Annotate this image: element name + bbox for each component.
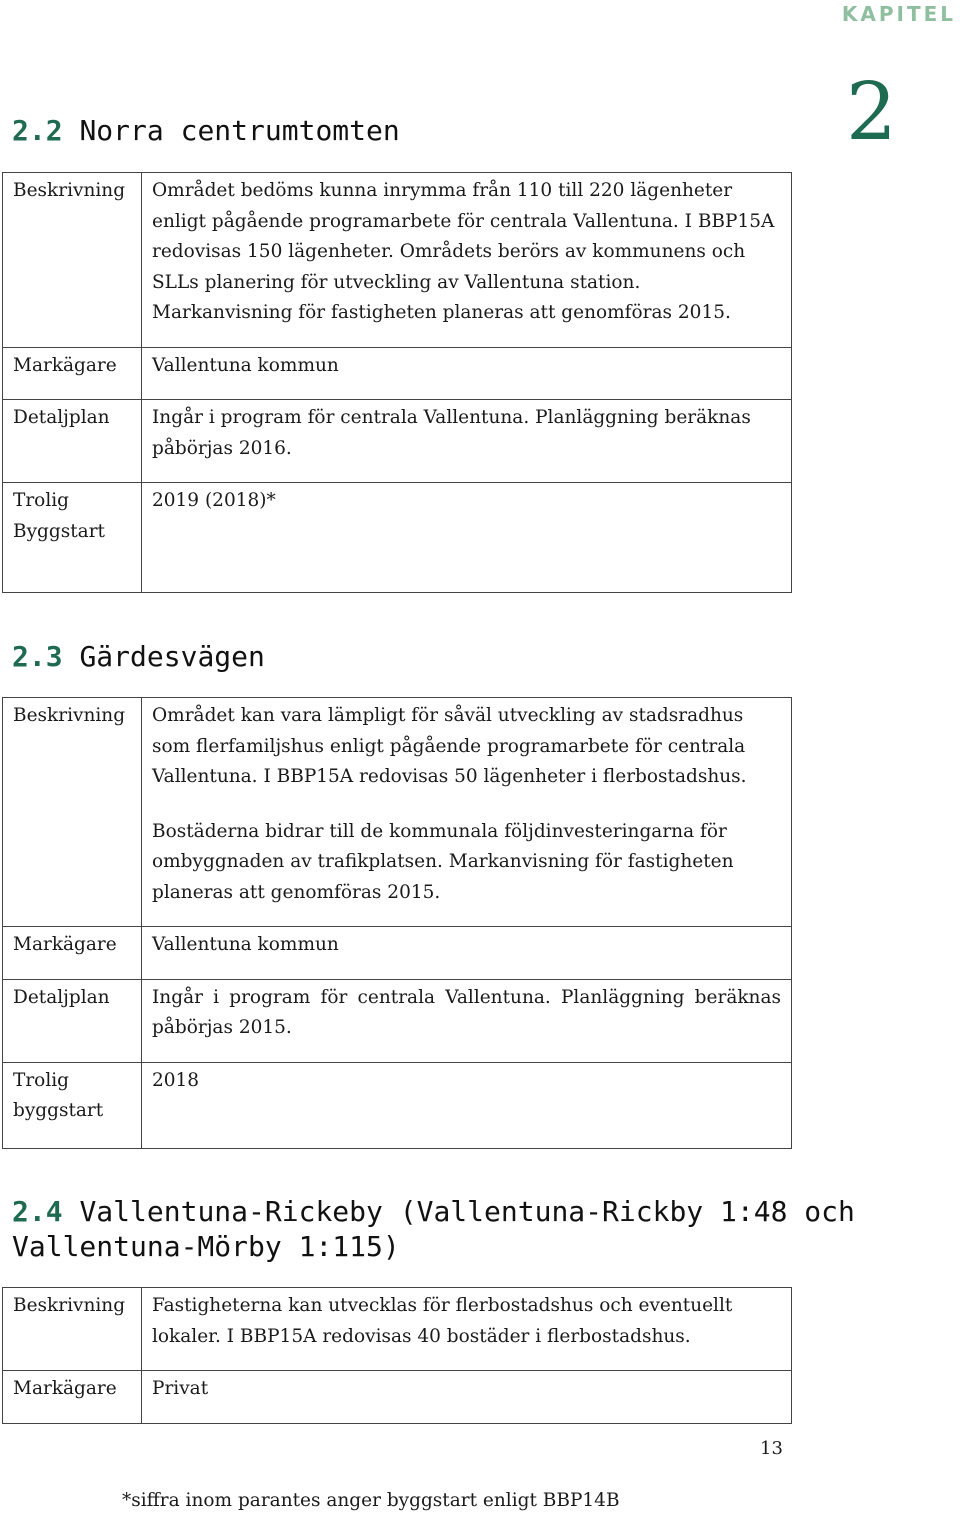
row-value: Vallentuna kommun [142, 347, 792, 400]
row-value [142, 698, 792, 927]
footnote: *siffra inom parantes anger byggstart enligt BBP14B [122, 1490, 620, 1511]
description-paragraph: Området kan vara lämpligt för såväl utveckling av stadsradhus som flerfamiljshus enligt pågående programarbete för centrala Vallentuna. I BBP15A redovisas 50 lägenheter i flerbostadshus. [152, 705, 747, 787]
kapitel-label: KAPITEL [841, 2, 956, 26]
row-value: Vallentuna kommun [142, 927, 792, 980]
info-table-2-2 [2, 172, 792, 593]
row-label: Markägare [3, 1371, 142, 1424]
row-label: Detaljplan [3, 400, 142, 483]
row-value: Privat [142, 1371, 792, 1424]
table-row [3, 400, 792, 483]
table-row [3, 698, 792, 927]
row-value: Fastigheterna kan utvecklas för flerbostadshus och eventuellt lokaler. I BBP15A redovisas 40 bostäder i flerbostadshus. [142, 1288, 792, 1371]
chapter-number: 2 [846, 65, 897, 158]
table-row [3, 927, 792, 980]
section-number: 2.3 [12, 640, 63, 673]
table-row [3, 1062, 792, 1148]
section-heading-2-4 [12, 1194, 960, 1264]
row-label: Beskrivning [3, 698, 142, 927]
section-title: Gärdesvägen [79, 640, 265, 673]
table-row [3, 173, 792, 348]
page-number: 13 [760, 1438, 783, 1459]
table-row [3, 1371, 792, 1424]
section-heading-2-2 [12, 113, 400, 148]
row-label: Beskrivning [3, 173, 142, 348]
section-number: 2.2 [12, 114, 63, 147]
row-value: Området bedöms kunna inrymma från 110 till 220 lägenheter enligt pågående programarbete för centrala Vallentuna. I BBP15A redovisas 150 lägenheter. Områdets berörs av kommunens och SLLs planering för utveckling av Vallentuna station. Markanvisning för fastigheten planeras att genomföras 2015. [142, 173, 792, 348]
table-row [3, 979, 792, 1062]
description-paragraph: Bostäderna bidrar till de kommunala följdinvesteringarna för ombyggnaden av trafikplatsen. Markanvisning för fastigheten planeras att genomföras 2015. [152, 820, 734, 903]
section-title: Norra centrumtomten [79, 114, 400, 147]
info-table-2-4 [2, 1287, 792, 1424]
table-row [3, 483, 792, 593]
row-label: Beskrivning [3, 1288, 142, 1371]
row-value: 2019 (2018)* [142, 483, 792, 593]
row-value: Ingår i program för centrala Vallentuna. Planläggning beräknas påbörjas 2016. [142, 400, 792, 483]
info-table-2-3 [2, 697, 792, 1149]
row-value: 2018 [142, 1062, 792, 1148]
row-label: Detaljplan [3, 979, 142, 1062]
row-label: Markägare [3, 927, 142, 980]
section-title: Vallentuna-Rickeby (Vallentuna-Rickby 1:48 och Vallentuna-Mörby 1:115) [12, 1195, 855, 1263]
row-label: Markägare [3, 347, 142, 400]
row-value: Ingår i program för centrala Vallentuna. Planläggning beräknas påbörjas 2015. [142, 979, 792, 1062]
section-number: 2.4 [12, 1195, 63, 1228]
section-heading-2-3 [12, 639, 265, 674]
row-label: Trolig Byggstart [3, 483, 142, 593]
table-row [3, 347, 792, 400]
table-row [3, 1288, 792, 1371]
row-label: Trolig byggstart [3, 1062, 142, 1148]
